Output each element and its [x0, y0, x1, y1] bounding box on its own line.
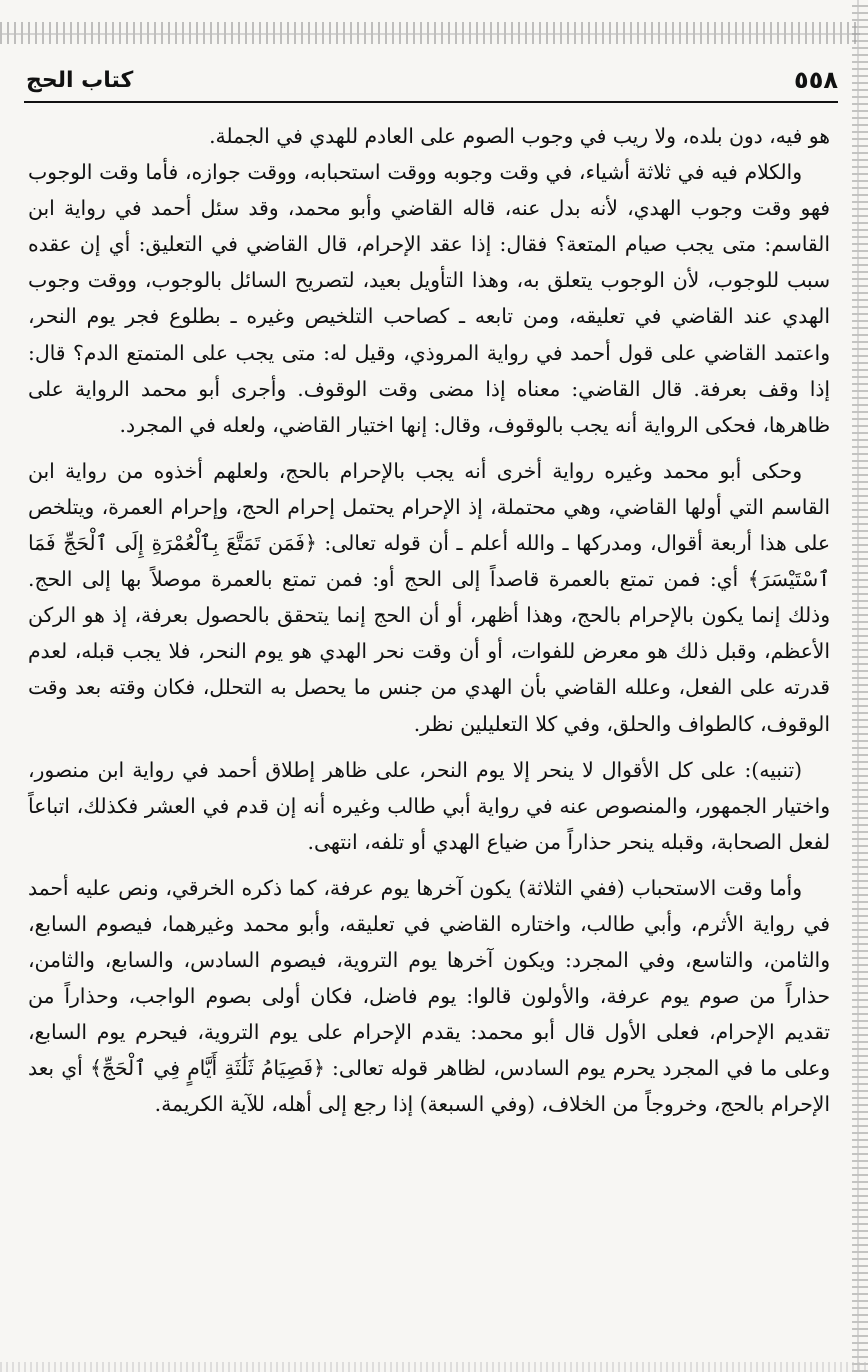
paragraph-3: وحكى أبو محمد وغيره رواية أخرى أنه يجب بالإحرام بالحج، ولعلهم أخذوه من رواية ابن القاسم التي أولها القاضي، وهي محتملة، إذ الإحرام يحتمل إحرام الحج، وإحرام العمرة، ويتلخص على هذا أربعة أقوال، ومدركها ـ والله أعلم ـ أن قوله تعالى: ﴿فَمَن تَمَتَّعَ بِٱلْعُمْرَةِ إِلَى ٱلْحَجِّ فَمَا ٱسْتَيْسَرَ﴾ أي: فمن تمتع بالعمرة قاصداً إلى الحج أو: فمن تمتع بالعمرة موصلاً بها إلى الحج. وذلك إنما يكون بالإحرام بالحج، وهذا أظهر، أو أن الحج إنما يتحقق بالحصول بعرفة، إذ هو الركن الأعظم، وقبل ذلك هو معرض للفوات، أو أن وقت نحر الهدي هو يوم النحر، فلا يجب قبله، لعدم قدرته على الفعل، وعلله القاضي بأن الهدي من جنس ما يحصل به التحلل، فكان وقته بعد وقت الوقوف، كالطواف والحلق، وفي كلا التعليلين نظر.	[28, 458, 830, 736]
paragraph-5: وأما وقت الاستحباب (ففي الثلاثة) يكون آخرها يوم عرفة، كما ذكره الخرقي، ونص عليه أحمد في رواية الأثرم، وأبي طالب، واختاره القاضي في تعليقه، وأبو محمد وغيرهما، فيصوم السابع، والثامن، والتاسع، وفي المجرد: ويكون آخرها يوم التروية، فيصوم السادس، والسابع، والثامن، حذاراً من صوم يوم عرفة، والأولون قالوا: يوم فاضل، فكان أولى بصوم الواجب، وحذاراً من تقديم الإحرام، فعلى الأول قال أبو محمد: يقدم الإحرام على يوم التروية، فيحرم يوم السابع، وعلى ما في المجرد يحرم يوم السادس، لظاهر قوله تعالى: ﴿فَصِيَامُ ثَلَٰثَةِ أَيَّامٍ فِي ٱلْحَجِّ﴾ أي بعد الإحرام بالحج، وخروجاً من الخلاف، (وفي السبعة) إذا رجع إلى أهله، للآية الكريمة.	[28, 875, 830, 1117]
page-header	[26, 60, 838, 100]
page-number: ٥٥٨	[794, 66, 838, 94]
paragraph-2: والكلام فيه في ثلاثة أشياء، في وقت وجوبه ووقت استحبابه، ووقت جوازه، فأما وقت الوجوب فهو وقت وجوب الهدي، لأنه بدل عنه، قاله القاضي وأبو محمد، وقد سئل أحمد في رواية ابن القاسم: متى يجب صيام المتعة؟ فقال: إذا عقد الإحرام، قال القاضي في التعليق: أي إن عقده سبب للوجوب، لأن الوجوب يتعلق به، وهذا التأويل بعيد، لتصريح السائل بالوجوب، ووقت وجوب الهدي عند القاضي في تعليقه، ومن تابعه ـ كصاحب التلخيص وغيره ـ بطلوع فجر يوم النحر، واعتمد القاضي على قول أحمد في رواية المروذي، وقيل له: متى يجب على المتمتع الدم؟ قال: إذا وقف بعرفة. قال القاضي: معناه إذا مضى وقت الوقوف. وأجرى أبو محمد الرواية على ظاهرها، فحكى الرواية أنه يجب بالوقوف، وقال: إنها اختيار القاضي، ولعله في المجرد.	[28, 160, 830, 437]
right-ornament-border	[852, 0, 868, 1372]
paragraph-1: هو فيه، دون بلده، ولا ريب في وجوب الصوم على العادم للهدي في الجملة.	[209, 124, 830, 148]
header-divider	[24, 101, 838, 103]
chapter-title: كتاب الحج	[26, 67, 134, 93]
paragraph-4: (تنبيه): على كل الأقوال لا ينحر إلا يوم النحر، على ظاهر إطلاق أحمد في رواية ابن منصور، واختيار الجمهور، والمنصوص عنه في رواية أبي طالب وغيره أنه إن قدم في العشر فكذلك، اتباعاً لفعل الصحابة، وقبله ينحر حذاراً من ضياع الهدي أو تلفه، انتهى.	[28, 757, 830, 854]
page-body	[28, 118, 830, 1123]
top-ornament-border	[0, 22, 860, 44]
bottom-ornament-border	[0, 1362, 868, 1372]
